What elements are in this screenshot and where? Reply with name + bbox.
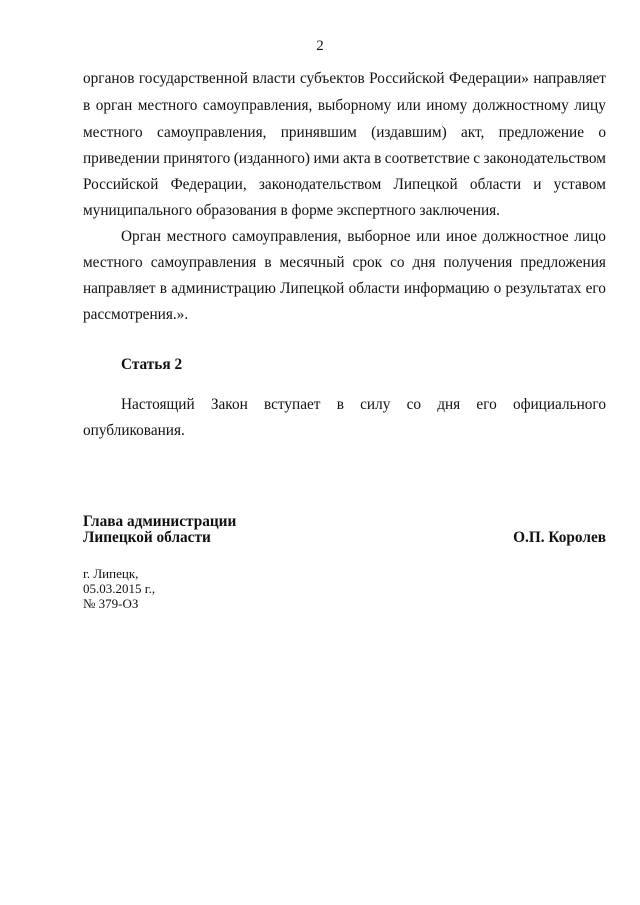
word: власти [252,70,296,87]
signature-title-line-1: Глава администрации [83,513,237,530]
word: законодательством [483,150,606,167]
word: области [469,176,522,193]
law-number-line: № 379-ОЗ [83,596,139,611]
word: органов [83,70,135,87]
word: в [159,280,168,297]
word: или [396,97,421,114]
word: законодательством [258,176,382,193]
word: получения [443,254,513,271]
word: выборное [347,228,411,245]
word: акт, [460,124,485,141]
page-number: 2 [316,38,324,54]
word: администрацию [171,280,276,297]
paragraph-1-line-1 [83,70,606,88]
word: предложения [520,254,606,271]
word: срок [352,254,383,271]
word: в [83,97,91,114]
word: результатах [505,280,582,297]
word: области [348,280,400,297]
word: со [406,396,422,413]
word: направляет [533,70,606,87]
word: Российской [369,70,445,87]
city-line: г. Липецк, [83,566,139,581]
word: с [473,150,481,167]
word: самоуправления, [232,228,342,245]
word: лицо [574,228,606,245]
word: или [416,228,441,245]
word: в [336,396,344,413]
word: местного [137,97,198,114]
paragraph-1-line-5 [83,176,606,194]
word: в [374,150,382,167]
word: Липецкой [393,176,458,193]
word: Российской [83,176,159,193]
word: принявшим [280,124,357,141]
word: должностное [482,228,569,245]
signatory-name: О.П. Королев [513,529,606,546]
paragraph-2-line-2 [83,254,606,272]
word: информацию [403,280,490,297]
word: его [585,280,606,297]
word: иному [426,97,468,114]
word: официального [512,396,606,413]
article-heading: Статья 2 [121,356,183,373]
word: орган [95,97,133,114]
word: Закон [210,396,248,413]
paragraph-1-line-6: муниципального образования в форме экспертного заключения. [83,202,500,219]
word: месячный [279,254,345,271]
word: его [476,396,497,413]
word: ими [313,150,340,167]
word: лицу [574,97,606,114]
word: Липецкой [280,280,345,297]
word: местного [83,254,143,271]
word: соответствие [384,150,470,167]
word: местного [83,124,143,141]
date-line: 05.03.2015 г., [83,581,156,596]
word: Федерации, [170,176,247,193]
word: о [493,280,502,297]
article-text-line-2: опубликования. [83,422,185,439]
paragraph-1-line-4 [83,150,606,168]
word: вступает [263,396,321,413]
paragraph-2-line-1 [121,228,606,246]
paragraph-2-line-3 [83,280,606,298]
word: самоуправления, [202,97,313,114]
paragraph-1-line-2 [83,97,606,115]
word: Настоящий [121,396,195,413]
word: (изданного) [233,150,310,167]
word: уставом [553,176,606,193]
word: (издавшим) [371,124,447,141]
word: предложение [498,124,585,141]
word: направляет [83,280,156,297]
word: местного [166,228,227,245]
word: Орган [121,228,161,245]
word: субъектов [299,70,365,87]
word: принятого [163,150,231,167]
paragraph-1-line-3 [83,124,606,142]
word: должностному [472,97,569,114]
word: выборному [317,97,392,114]
word: дня [412,254,436,271]
word: Федерации» [449,70,529,87]
word: со [390,254,405,271]
word: о [598,124,606,141]
word: самоуправления [150,254,257,271]
word: иное [445,228,477,245]
signature-title-line-2: Липецкой области [83,529,211,546]
paragraph-2-line-4: рассмотрения.». [83,306,189,323]
word: приведении [83,150,160,167]
article-text-line-1 [121,396,606,414]
word: силу [360,396,391,413]
word: государственной [138,70,248,87]
word: в [264,254,272,271]
word: дня [437,396,461,413]
word: и [533,176,542,193]
word: самоуправления, [156,124,267,141]
word: акта [342,150,371,167]
